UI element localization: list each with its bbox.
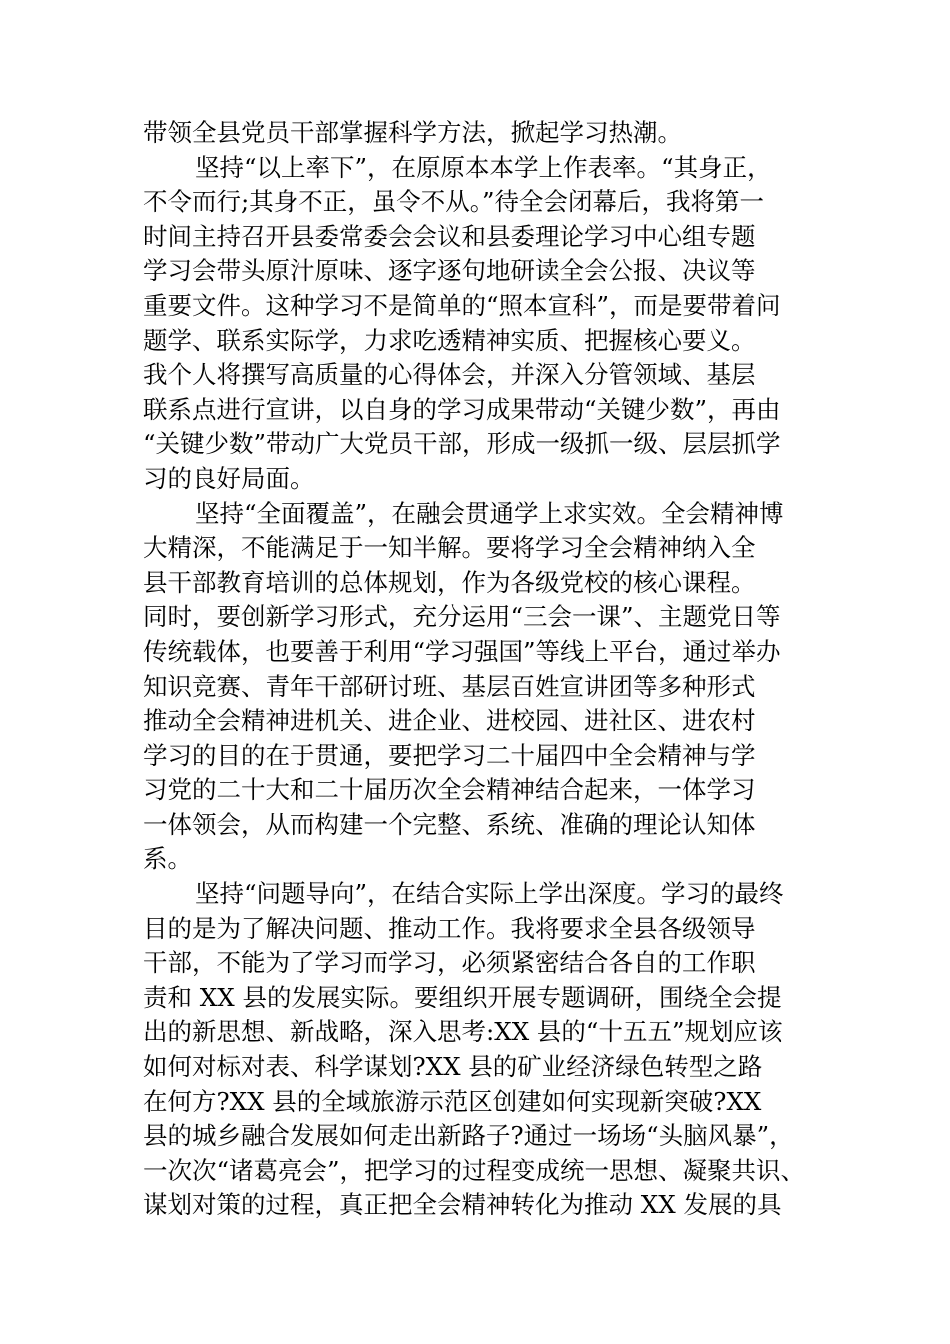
paragraph-first-line: 坚持“以上率下”，在原原本本学上作表率。“其身正，: [195, 152, 772, 182]
text-line: 县干部教育培训的总体规划，作为各级党校的核心课程。: [143, 567, 756, 597]
text-line: 学习会带头原汁原味、逐字逐句地研读全会公报、决议等: [143, 256, 756, 286]
text-line: 出的新思想、新战略，深入思考:XX 县的“十五五”规划应该: [143, 1017, 783, 1047]
text-line: 目的是为了解决问题、推动工作。我将要求全县各级领导: [143, 913, 756, 943]
paragraph-first-line: 坚持“问题导向”，在结合实际上学出深度。学习的最终: [195, 879, 784, 909]
paragraph-first-line: 坚持“全面覆盖”，在融会贯通学上求实效。全会精神博: [195, 498, 784, 528]
text-line: 联系点进行宣讲，以自身的学习成果带动“关键少数”，再由: [143, 394, 781, 424]
text-line: 不令而行;其身不正，虽令不从。”待全会闭幕后，我将第一: [143, 187, 765, 217]
text-line: 题学、联系实际学，力求吃透精神实质、把握核心要义。: [143, 325, 756, 355]
text-line: 习党的二十大和二十届历次全会精神结合起来，一体学习: [143, 775, 756, 805]
text-line: 传统载体，也要善于利用“学习强国”等线上平台，通过举办: [143, 636, 781, 666]
text-line: 知识竞赛、青年干部研讨班、基层百姓宣讲团等多种形式: [143, 671, 756, 701]
text-line: 重要文件。这种学习不是简单的“照本宣科”，而是要带着问: [143, 290, 781, 320]
text-line: 推动全会精神进机关、进企业、进校园、进社区、进农村: [143, 706, 756, 736]
text-line: 谋划对策的过程，真正把全会精神转化为推动 XX 发展的具: [143, 1190, 782, 1220]
text-line: 我个人将撰写高质量的心得体会，并深入分管领域、基层: [143, 360, 756, 390]
text-line: 在何方?XX 县的全域旅游示范区创建如何实现新突破?XX: [143, 1086, 762, 1116]
text-line: 同时，要创新学习形式，充分运用“三会一课”、主题党日等: [143, 602, 781, 632]
text-line: 一次次“诸葛亮会”，把学习的过程变成统一思想、凝聚共识、: [143, 1155, 806, 1185]
body-text: [143, 116, 823, 1223]
text-line: 学习的目的在于贯通，要把学习二十届四中全会精神与学: [143, 740, 756, 770]
text-line: 如何对标对表、科学谋划?XX 县的矿业经济绿色转型之路: [143, 1052, 763, 1082]
text-line: 责和 XX 县的发展实际。要组织开展专题调研，围绕全会提: [143, 982, 782, 1012]
text-line: 时间主持召开县委常委会会议和县委理论学习中心组专题: [143, 221, 756, 251]
text-line: 干部，不能为了学习而学习，必须紧密结合各自的工作职: [143, 948, 756, 978]
text-line: 习的良好局面。: [143, 463, 315, 493]
text-line: 系。: [143, 844, 192, 874]
text-line: 带领全县党员干部掌握科学方法，掀起学习热潮。: [143, 118, 682, 147]
text-line: 一体领会，从而构建一个完整、系统、准确的理论认知体: [143, 809, 756, 839]
text-line: 大精深，不能满足于一知半解。要将学习全会精神纳入全: [143, 533, 756, 563]
text-line: “关键少数”带动广大党员干部，形成一级抓一级、层层抓学: [143, 429, 781, 459]
text-line: 县的城乡融合发展如何走出新路子?通过一场场“头脑风暴”，: [143, 1121, 794, 1151]
